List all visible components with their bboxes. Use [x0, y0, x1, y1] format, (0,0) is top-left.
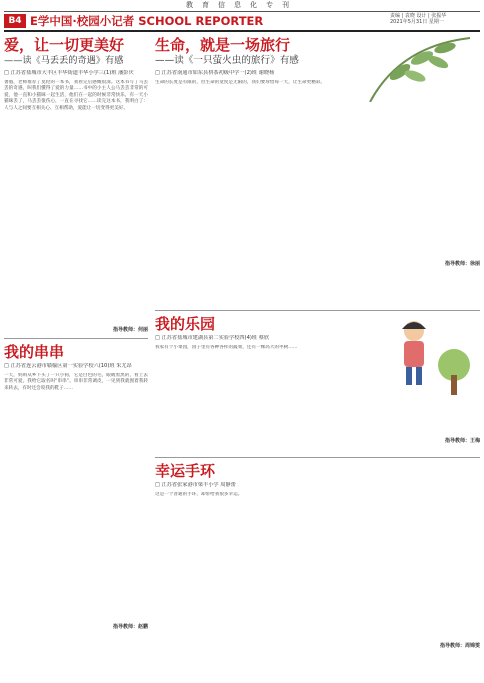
article-title: 我的乐园 — [155, 315, 216, 333]
article-love — [4, 36, 148, 334]
child-illustration — [384, 315, 480, 401]
article-subtitle: ——读《马丢丢的奇遇》有感 — [4, 55, 124, 66]
article-title: 生命，就是一场旅行 — [155, 36, 291, 54]
article-separator — [155, 457, 480, 458]
leaves-icon — [360, 36, 480, 102]
article-lucky-bracelet — [155, 462, 480, 650]
article-chuanchuan — [4, 343, 148, 631]
masthead-strip: 教育信息化专刊 — [186, 1, 298, 9]
article-body: 一天，妈妈从乡下买了一只小狗，它是白色的毛，眼睛黑黑的，看上去非常可爱，我给它取名叫“串串”。串串非常调皮，一见到我就围着我转来转去，有时还会咬我的鞋子…… — [4, 373, 148, 391]
article-subtitle: ——读《一只萤火虫的旅行》有感 — [155, 55, 299, 66]
page-number-badge: B4 — [4, 14, 26, 28]
section-title: E学中国·校园小记者 SCHOOL REPORTER — [30, 14, 264, 28]
masthead-meta — [390, 13, 480, 25]
editor-line: 责编 | 袁晓 设计 | 张振华 — [390, 13, 447, 19]
article-byline: □ 江苏省盐城市建湖县第二实验学校四(4)班 蔡欣 — [155, 335, 270, 341]
masthead — [4, 13, 480, 30]
article-body: 这是一个普通的手环，却带给我很多幸运。 — [155, 492, 243, 497]
article-byline: □ 江苏省连云港市赣榆区第一实验学校六(10)班 朱尤昂 — [4, 363, 132, 369]
article-teacher: 指导教师：徐丽 — [444, 261, 480, 267]
article-byline: □ 江苏省张家港市梁丰小学 周静蕾 — [155, 482, 236, 488]
article-byline: □ 江苏省盐城市大丰区丰华街道丰华小学三(1)班 潘彭庆 — [4, 70, 134, 76]
masthead-bottom-rule — [4, 30, 480, 32]
article-title: 幸运手环 — [155, 462, 216, 480]
article-byline: □ 江苏省南通市如东县栟茶初级中学一(2)班 谢晓杨 — [155, 70, 275, 76]
article-title: 我的串串 — [4, 343, 65, 361]
article-separator — [4, 338, 148, 339]
article-life-journey — [155, 36, 480, 306]
masthead-top-rule — [4, 11, 480, 12]
child-icon — [384, 315, 480, 401]
article-separator — [155, 310, 480, 311]
article-body: 暑假，老师推荐了莫伦的一本书，我看完后感慨很深。这本书写了马丢丢的奇遇，叫我们懂得了爱的力量……书中的小主人公马丢丢非常的可爱，他一直和小猫咪一起生活，他们在一起的时候非常快乐，有一天小猫咪丢了，马丢丢很伤心，一直在寻找它……读完这本书，我明白了：人与人之间要互相关心、互相帮助，爱能让一切变得更美好。 — [4, 80, 148, 111]
article-teacher: 指导教师：赵鹏 — [112, 624, 148, 630]
article-body: 生命的长度是有限的，但生命的宽度是无限的，我们要珍惜每一天，让生命更精彩。 — [155, 80, 325, 85]
article-teacher: 指导教师：王梅 — [444, 438, 480, 444]
date-line: 2021年5月31日 星期一 — [390, 19, 444, 25]
right-column — [155, 36, 480, 650]
article-my-paradise — [155, 315, 480, 453]
left-column — [4, 36, 148, 631]
article-teacher: 指导教师：何丽 — [112, 327, 148, 333]
leaves-illustration — [360, 36, 480, 102]
article-teacher: 指导教师：周锦雯 — [439, 643, 480, 649]
article-body: 我家有个小菜园，园子里有各种各样的蔬菜，还有一棵高大的枣树…… — [155, 345, 298, 350]
article-title: 爱，让一切更美好 — [4, 36, 125, 54]
